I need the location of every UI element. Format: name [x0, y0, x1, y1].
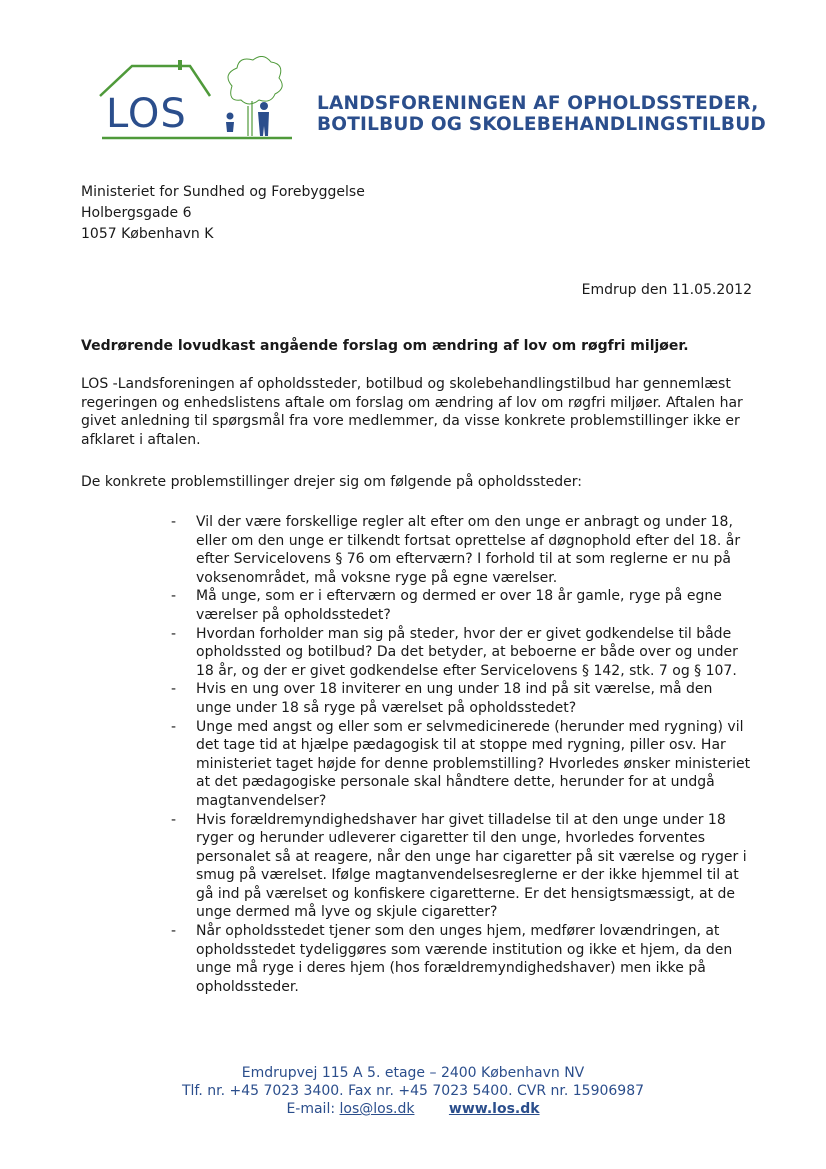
list-item-line: værelser på opholdsstedet? [196, 606, 391, 623]
bullet-dash: - [171, 625, 177, 642]
list-item-line: Når opholdsstedet tjener som den unges hjem, medfører lovændringen, at [196, 923, 720, 940]
list-item-line: unge må ryge i deres hjem (hos forældremyndighedshaver) men ikke på [196, 960, 706, 977]
email-link[interactable]: los@los.dk [339, 1101, 415, 1117]
list-item-line: opholdssted og botilbud? Da det betyder, at beboerne er både over og under [196, 644, 738, 661]
footer-contact: Tlf. nr. +45 7023 3400. Fax nr. +45 7023 5400. CVR nr. 15906987 [181, 1083, 645, 1099]
list-item-line: ryger og herunder udleverer cigaretter til den unge, hvorledes forventes [196, 830, 706, 847]
list-item [171, 922, 771, 996]
list-item [171, 680, 771, 717]
recipient-line: 1057 København K [81, 226, 214, 242]
list-item-line: eller om den unge er tilkendt fortsat oprettelse af døgnophold efter del 18. år [196, 532, 741, 549]
list-item-line: Unge med angst og eller som er selvmedicinerede (herunder med rygning) vil [196, 718, 744, 735]
list-item [171, 718, 771, 811]
list-item-line: det tage tid at hjælpe pædagogisk til at stoppe med rygning, piller osv. Har [196, 737, 726, 754]
list-item-line: efter Servicelovens § 76 om efterværn? I forhold til at som reglerne er nu på [196, 551, 731, 568]
issues-list [171, 513, 771, 996]
list-item-line: Hvis en ung over 18 inviterer en ung under 18 ind på sit værelse, må den [196, 681, 713, 698]
bullet-dash: - [171, 514, 177, 530]
list-item-line: voksenområdet, må voksne ryge på egne værelser. [196, 569, 558, 586]
list-item [171, 811, 771, 923]
letter-date: Emdrup den 11.05.2012 [581, 282, 752, 298]
list-item-line: unge under 18 så ryge på værelset på opholdsstedet? [196, 699, 577, 716]
list-item-line: gå ind på værelset og konfiskere cigaretterne. Er det hensigtsmæssigt, at de [196, 885, 736, 902]
recipient-address [81, 182, 365, 245]
los-logo [92, 56, 302, 146]
list-item-line: 18 år, og der er givet godkendelse efter Servicelovens § 142, stk. 7 og § 107. [196, 662, 737, 679]
list-item-line: Hvordan forholder man sig på steder, hvor der er givet godkendelse til både [196, 625, 732, 642]
recipient-line: Ministeriet for Sundhed og Forebyggelse [81, 184, 365, 200]
list-item-line: opholdsstedet tydeliggøres som værende institution og ikke et hjem, da den [196, 941, 733, 958]
paragraph-line: LOS -Landsforeningen af opholdssteder, botilbud og skolebehandlingstilbud har gennemlæst [81, 376, 731, 392]
lead-paragraph: De konkrete problemstillinger drejer sig om følgende på opholdssteder: [81, 474, 582, 490]
list-item [171, 513, 771, 587]
list-item-line: unge dermed må lyve og skjule cigaretter? [196, 904, 498, 921]
footer-address: Emdrupvej 115 A 5. etage – 2400 København NV [241, 1065, 585, 1081]
bullet-dash: - [171, 588, 177, 605]
list-item-line: personalet så at reagere, når den unge har cigaretter på sit værelse og ryger i [196, 848, 747, 865]
logo-text: LOS [106, 91, 187, 137]
list-item [171, 587, 771, 624]
list-item-line: Hvis forældremyndighedshaver har givet tilladelse til at den unge under 18 [196, 811, 726, 828]
org-name-line1: LANDSFORENINGEN AF OPHOLDSSTEDER, [317, 93, 759, 114]
email-label: E-mail: [286, 1101, 336, 1117]
list-item-line: smug på værelset. Ifølge magtanvendelsesreglerne er der ikke hjemmel til at [196, 867, 739, 884]
bullet-dash: - [171, 718, 177, 735]
list-item-line: Må unge, som er i efterværn og dermed er over 18 år gamle, ryge på egne [196, 588, 722, 605]
list-item-line: opholdssteder. [196, 978, 299, 995]
bullet-dash: - [171, 923, 177, 940]
footer-links [0, 1100, 826, 1118]
intro-paragraph [81, 375, 761, 449]
org-name-line2: BOTILBUD OG SKOLEBEHANDLINGSTILBUD [317, 114, 766, 135]
list-item-line: Vil der være forskellige regler alt efter om den unge er anbragt og under 18, [196, 514, 733, 530]
recipient-line: Holbergsgade 6 [81, 205, 192, 221]
bullet-dash: - [171, 681, 177, 698]
paragraph-line: givet anledning til spørgsmål fra vore medlemmer, da visse konkrete problemstillinger ikke er [81, 413, 740, 430]
list-item-line: ministeriet taget højde for denne problemstilling? Hvorledes ønsker ministeriet [196, 755, 751, 772]
list-item [171, 625, 771, 681]
letter-subject: Vedrørende lovudkast angående forslag om ændring af lov om røgfri miljøer. [81, 338, 689, 354]
paragraph-line: afklaret i aftalen. [81, 431, 201, 448]
bullet-dash: - [171, 811, 177, 828]
paragraph-line: regeringen og enhedslistens aftale om forslag om ændring af lov om røgfri miljøer. Aftalen har [81, 394, 743, 411]
list-item-line: at det pædagogiske personale skal håndtere dette, herunder for at undgå [196, 774, 715, 791]
website-link[interactable]: www.los.dk [448, 1101, 540, 1117]
organization-name [317, 93, 787, 135]
list-item-line: magtanvendelser? [196, 792, 327, 809]
